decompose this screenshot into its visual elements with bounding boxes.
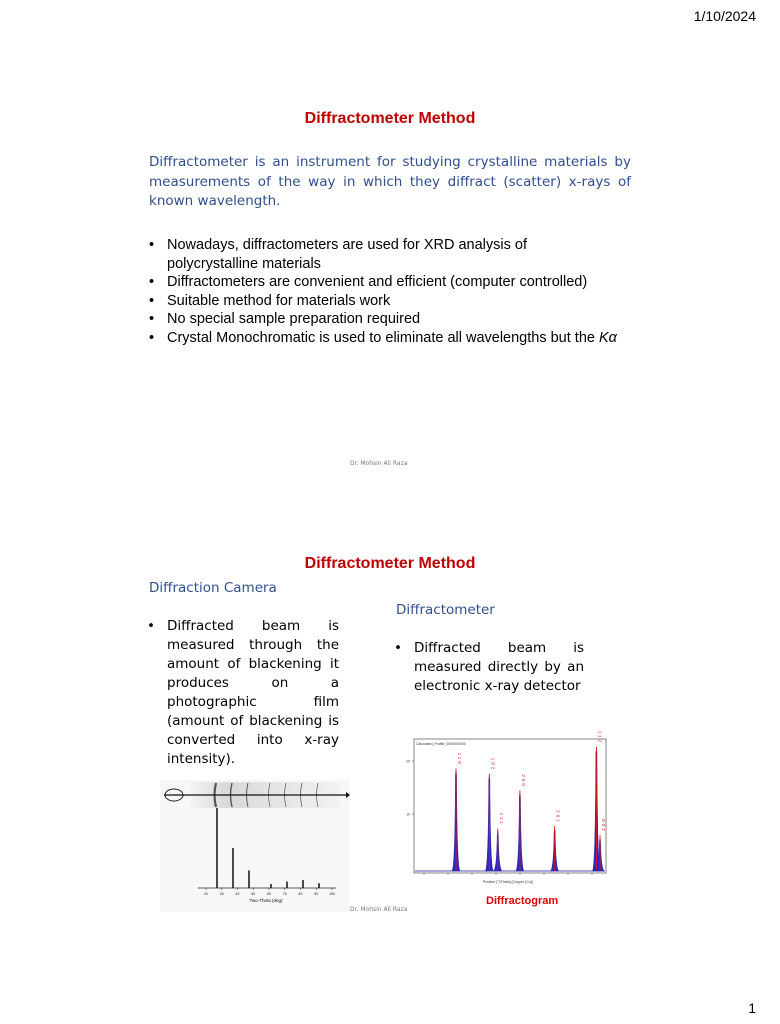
- peak-label: 111: [498, 812, 504, 826]
- bullet-dot: •: [394, 640, 402, 656]
- slide1-definition: Diffractometer is an instrument for studying crystalline materials by measurements of the way in which they diffract (scatter) x-rays of known wavelength.: [149, 154, 631, 209]
- diffractogram-caption: Diffractogram: [486, 895, 559, 907]
- peak-label: 102: [490, 757, 496, 772]
- slide1-bullet-5: • Crystal Monochromatic is used to eliminate all wavelengths but the Kα: [149, 329, 619, 348]
- header-date: 1/10/2024: [693, 8, 756, 24]
- peak-label: 201: [555, 810, 561, 824]
- slide1-bullet-1: • Nowadays, diffractometers are used for XRD analysis of polycrystalline materials: [149, 236, 619, 273]
- x-tick-label: 20: [204, 892, 208, 896]
- peak-label: 110: [457, 752, 462, 766]
- x-tick-label: 70: [282, 892, 287, 896]
- slide1-bullet-3: • Suitable method for materials work: [149, 292, 619, 311]
- x-tick-label: 40: [235, 892, 240, 896]
- slide1-bullet-4: • No special sample preparation required: [149, 310, 619, 329]
- diffractogram-chart: [386, 730, 608, 890]
- diffractometer-heading: Diffractometer: [396, 602, 495, 618]
- slide1-title: Diffractometer Method: [304, 110, 476, 127]
- slide1-bullet-list: [149, 236, 619, 347]
- peak-label: 112: [597, 730, 603, 745]
- camera-pattern-figure: [160, 780, 350, 912]
- slide2-title: Diffractometer Method: [304, 555, 476, 572]
- y-tick-label: 10: [406, 812, 410, 817]
- slide1-footer: Dr. Mohsin Ali Raza: [350, 460, 408, 467]
- peak-label: 200: [520, 774, 526, 788]
- camera-x-label: Two-Theta (deg): [249, 898, 283, 903]
- x-tick-label: 50: [251, 892, 256, 896]
- page-number: 1: [748, 1000, 756, 1016]
- camera-bullet: • Diffracted beam is measured through the amount of blackening it produces on a photographic film (amount of blackening is converted into x-ray intensity).: [147, 618, 339, 767]
- diffraction-camera-heading: Diffraction Camera: [149, 580, 277, 596]
- x-tick-label: 30: [219, 892, 224, 896]
- x-axis-label: Position [°2Theta] (Copper (Cu)): [482, 880, 534, 884]
- k-alpha-symbol: Kα: [598, 329, 617, 346]
- slide2-footer: Dr. Mohsin Ali Raza: [350, 906, 408, 913]
- bullet-dot: •: [147, 618, 155, 634]
- x-tick-label: 80: [298, 892, 303, 896]
- y-tick-label: 20: [406, 759, 410, 764]
- slide1-bullet-2: • Diffractometers are convenient and efficient (computer controlled): [149, 273, 619, 292]
- diffractometer-bullet: • Diffracted beam is measured directly by an electronic x-ray detector: [394, 640, 584, 694]
- x-tick-label: 60: [267, 892, 271, 896]
- chart-header-text: Calculated_Profile_0000000000: [416, 742, 466, 746]
- peak-label: 003: [601, 819, 606, 833]
- x-tick-label: 90: [314, 892, 319, 896]
- x-tick-label: 100: [329, 892, 335, 896]
